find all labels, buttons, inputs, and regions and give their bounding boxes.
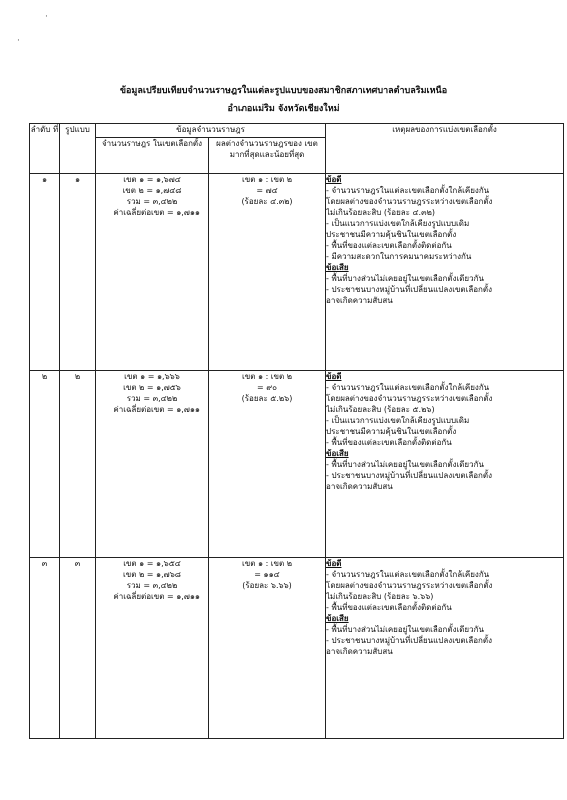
row-difference [209, 174, 326, 371]
table-row [30, 174, 564, 371]
advantage-item: - จำนวนราษฎรในแต่ละเขตเลือกตั้งใกล้เคียงกัน [326, 570, 490, 579]
scan-speck: · [17, 36, 20, 46]
scan-speck: · [45, 12, 48, 22]
row-difference [209, 371, 326, 558]
zone2-count: เขต ๒ = ๑,๗๖๘ [123, 570, 181, 579]
diff-value: = ๗๔ [256, 186, 278, 195]
advantage-item: - จำนวนราษฎรในแต่ละเขตเลือกตั้งใกล้เคียงกัน [326, 383, 490, 392]
advantage-item: - พื้นที่ของแต่ละเขตเลือกตั้งติดต่อกัน [326, 241, 452, 250]
diff-value: = ๑๑๔ [254, 570, 280, 579]
header-pattern: รูปแบบ [60, 124, 96, 174]
zone1-count: เขต ๑ = ๑,๖๕๔ [123, 559, 181, 568]
average-count: ค่าเฉลี่ยต่อเขต = ๑,๗๑๑ [113, 592, 200, 601]
disadvantage-item: - พื้นที่บางส่วนไม่เคยอยู่ในเขตเลือกตั้งเดียวกัน [326, 460, 484, 469]
disadvantage-item: - ประชาชนบางหมู่บ้านที่เปลี่ยนแปลงเขตเลือกตั้ง [326, 636, 492, 645]
advantage-item: โดยผลต่างของจำนวนราษฎรระหว่างเขตเลือกตั้ง [326, 197, 493, 206]
disadvantage-item: อาจเกิดความสับสน [326, 647, 393, 656]
diff-percent: (ร้อยละ ๔.๓๒) [241, 197, 293, 206]
diff-zones: เขต ๑ : เขต ๒ [242, 175, 293, 184]
advantage-item: โดยผลต่างของจำนวนราษฎรระหว่างเขตเลือกตั้ง [326, 581, 493, 590]
zone1-count: เขต ๑ = ๑,๖๖๖ [124, 372, 180, 381]
advantage-heading: ข้อดี [326, 559, 342, 568]
advantage-item: - เป็นแนวการแบ่งเขตใกล้เคียงรูปแบบเดิม [326, 416, 470, 425]
advantage-item: โดยผลต่างของจำนวนราษฎรระหว่างเขตเลือกตั้ง [326, 394, 493, 403]
comparison-table [29, 123, 564, 739]
advantage-item: ประชาชนมีความคุ้นชินในเขตเลือกตั้ง [326, 427, 457, 436]
row-reason [326, 174, 564, 371]
document-subtitle: อำเภอแม่ริม จังหวัดเชียงใหม่ [227, 104, 340, 114]
row-pattern: ๓ [60, 558, 96, 739]
diff-percent: (ร้อยละ ๕.๒๖) [241, 394, 293, 403]
advantage-item: - มีความสะดวกในการคมนาคมระหว่างกัน [326, 252, 472, 261]
row-order: ๒ [30, 371, 60, 558]
advantage-item: ประชาชนมีความคุ้นชินในเขตเลือกตั้ง [326, 230, 457, 239]
disadvantage-item: - ประชาชนบางหมู่บ้านที่เปลี่ยนแปลงเขตเลือกตั้ง [326, 285, 492, 294]
disadvantage-item: - พื้นที่บางส่วนไม่เคยอยู่ในเขตเลือกตั้งเดียวกัน [326, 625, 484, 634]
row-pattern: ๑ [60, 174, 96, 371]
total-count: รวม = ๓,๔๒๒ [126, 197, 178, 206]
average-count: ค่าเฉลี่ยต่อเขต = ๑,๗๑๑ [113, 405, 200, 414]
zone2-count: เขต ๒ = ๑,๗๔๘ [122, 186, 182, 195]
header-population-diff: ผลต่างจำนวนราษฎรของ เขตมากที่สุดและน้อยที่สุด [209, 138, 326, 174]
zone1-count: เขต ๑ = ๑,๖๗๔ [123, 175, 181, 184]
header-order: ลำดับ ที่ [30, 124, 60, 174]
total-count: รวม = ๓,๔๒๒ [126, 394, 178, 403]
disadvantage-item: - พื้นที่บางส่วนไม่เคยอยู่ในเขตเลือกตั้งเดียวกัน [326, 274, 484, 283]
header-population-count: จำนวนราษฎร ในเขตเลือกตั้ง [96, 138, 209, 174]
diff-value: = ๙๐ [257, 383, 277, 392]
document-title: ข้อมูลเปรียบเทียบจำนวนราษฎรในแต่ละรูปแบบของสมาชิกสภาเทศบาลตำบลริมเหนือ [119, 86, 448, 96]
table-row [30, 558, 564, 739]
header-reason: เหตุผลของการแบ่งเขตเลือกตั้ง [326, 124, 564, 174]
advantage-item: - พื้นที่ของแต่ละเขตเลือกตั้งติดต่อกัน [326, 438, 452, 447]
row-pattern: ๒ [60, 371, 96, 558]
zone2-count: เขต ๒ = ๑,๗๕๖ [123, 383, 181, 392]
table-row [30, 371, 564, 558]
advantage-item: ไม่เกินร้อยละสิบ (ร้อยละ ๔.๓๒) [326, 208, 435, 217]
advantage-item: - จำนวนราษฎรในแต่ละเขตเลือกตั้งใกล้เคียงกัน [326, 186, 490, 195]
row-population [96, 558, 209, 739]
disadvantage-heading: ข้อเสีย [326, 263, 349, 272]
total-count: รวม = ๓,๔๒๒ [126, 581, 178, 590]
average-count: ค่าเฉลี่ยต่อเขต = ๑,๗๑๑ [113, 208, 200, 217]
header-population-group: ข้อมูลจำนวนราษฎร [96, 124, 326, 138]
row-order: ๓ [30, 558, 60, 739]
advantage-item: ไม่เกินร้อยละสิบ (ร้อยละ ๖.๖๖) [326, 592, 434, 601]
disadvantage-heading: ข้อเสีย [326, 614, 349, 623]
row-reason [326, 558, 564, 739]
disadvantage-item: - ประชาชนบางหมู่บ้านที่เปลี่ยนแปลงเขตเลือกตั้ง [326, 471, 492, 480]
diff-zones: เขต ๑ : เขต ๒ [242, 372, 293, 381]
disadvantage-item: อาจเกิดความสับสน [326, 296, 393, 305]
row-population [96, 174, 209, 371]
row-order: ๑ [30, 174, 60, 371]
row-difference [209, 558, 326, 739]
advantage-item: - พื้นที่ของแต่ละเขตเลือกตั้งติดต่อกัน [326, 603, 452, 612]
disadvantage-heading: ข้อเสีย [326, 449, 349, 458]
advantage-item: - เป็นแนวการแบ่งเขตใกล้เคียงรูปแบบเดิม [326, 219, 470, 228]
diff-zones: เขต ๑ : เขต ๒ [242, 559, 293, 568]
diff-percent: (ร้อยละ ๖.๖๖) [242, 581, 292, 590]
disadvantage-item: อาจเกิดความสับสน [326, 482, 393, 491]
advantage-heading: ข้อดี [326, 175, 342, 184]
row-population [96, 371, 209, 558]
advantage-heading: ข้อดี [326, 372, 342, 381]
advantage-item: ไม่เกินร้อยละสิบ (ร้อยละ ๕.๒๖) [326, 405, 435, 414]
row-reason [326, 371, 564, 558]
